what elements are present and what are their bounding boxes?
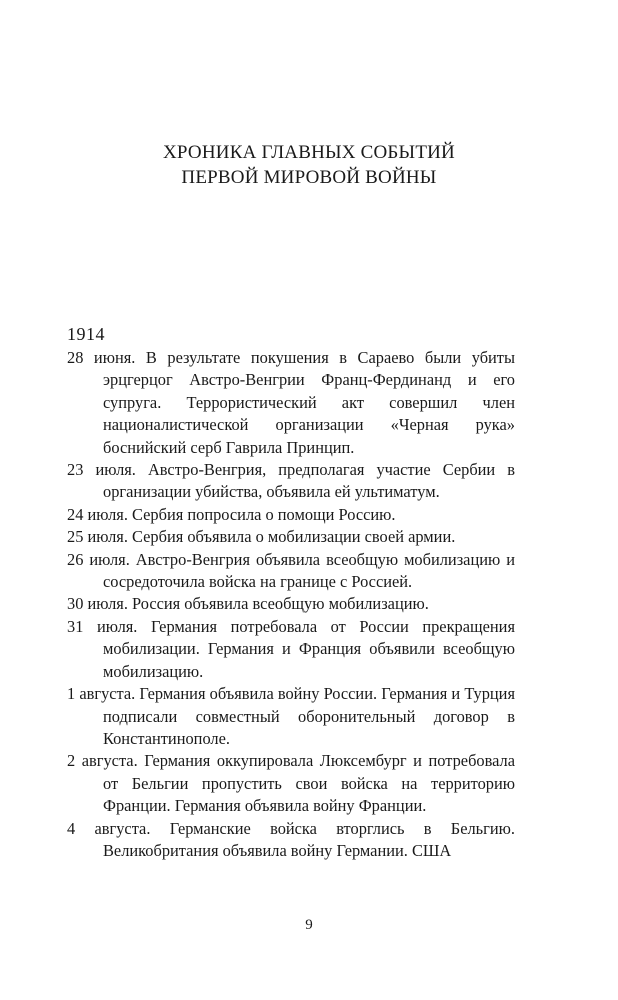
chronology-entry: 30 июля. Россия объявила всеобщую мобилизацию. [67,594,429,614]
chronology-entry: 28 июня. В результате покушения в Сараево были убиты эрцгерцог Австро-Венгрии Франц-Фердинанд и его супруга. Террористический акт совершил член националистической организации «Черная рука» боснийский серб Гаврила Принцип. [67,348,515,457]
chronology-entry: 24 июля. Сербия попросила о помощи Россию. [67,504,396,524]
chronology-entry: 23 июля. Австро-Венгрия, предполагая участие Сербии в организации убийства, объявила ей ультиматум. [67,460,515,502]
chronology-entry: 26 июля. Австро-Венгрия объявила всеобщую мобилизацию и сосредоточила войска на границе с Россией. [67,549,515,592]
chronology-entry: 2 августа. Германия оккупировала Люксембург и потребовала от Бельгии пропустить свои войска на территорию Франции. Германия объявила войну Франции. [67,751,515,816]
chronology-entry: 4 августа. Германские войска вторглись в Бельгию. Великобритания объявила войну Германии. США [67,818,515,860]
chronology-entry: 25 июля. Сербия объявила о мобилизации своей армии. [67,527,456,547]
chapter-title [0,140,618,190]
chronology-entry: 1 августа. Германия объявила войну России. Германия и Турция подписали совместный оборонительный договор в Константинополе. [67,684,515,748]
chapter-title-line: ХРОНИКА ГЛАВНЫХ СОБЫТИЙ [163,142,455,163]
chronology-entry: 31 июля. Германия потребовала от России прекращения мобилизации. Германия и Франция объявили всеобщую мобилизацию. [67,616,515,681]
page-number: 9 [305,917,313,933]
chronology-list [67,347,515,862]
year-heading: 1914 [67,324,105,344]
chapter-title-line: ПЕРВОЙ МИРОВОЙ ВОЙНЫ [181,167,437,188]
